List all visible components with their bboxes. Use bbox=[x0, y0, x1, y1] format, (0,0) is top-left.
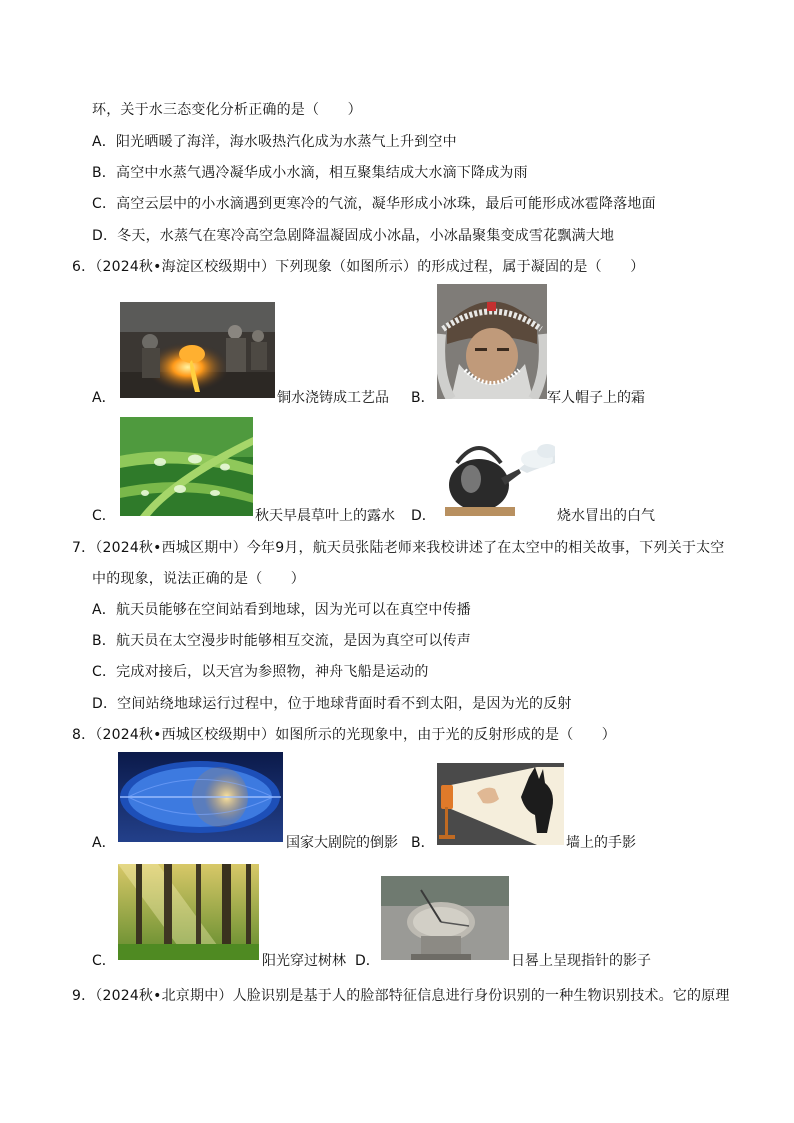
q8-image-d-sundial bbox=[381, 876, 509, 960]
q6-letter-a: A． bbox=[92, 390, 116, 406]
q6-caption-b: 军人帽子上的霜 bbox=[547, 390, 645, 406]
q6-caption-a: 铜水浇铸成工艺品 bbox=[277, 390, 389, 406]
q5-option-c: C．高空云层中的小水滴遇到更寒冷的气流，凝华形成小冰珠，最后可能形成冰雹降落地面 bbox=[92, 196, 656, 212]
q7-option-d: D．空间站绕地球运行过程中，位于地球背面时看不到太阳，是因为光的反射 bbox=[92, 696, 572, 712]
q5-option-b: B．高空中水蒸气遇冷凝华成小水滴，相互聚集结成大水滴下降成为雨 bbox=[92, 165, 528, 181]
q7-stem-line-2: 中的现象，说法正确的是（ ） bbox=[92, 571, 305, 587]
q7-stem-line-1: 7．（2024秋•西城区期中）今年9月，航天员张陆老师来我校讲述了在太空中的相关故事，下列关于太空 bbox=[72, 540, 725, 556]
q8-letter-c: C． bbox=[92, 953, 116, 969]
q8-caption-d: 日晷上呈现指针的影子 bbox=[511, 953, 651, 969]
q6-letter-d: D． bbox=[411, 508, 436, 524]
q6-stem: 6．（2024秋•海淀区校级期中）下列现象（如图所示）的形成过程，属于凝固的是（ ） bbox=[72, 259, 645, 275]
q8-image-c-sunlight-forest bbox=[118, 864, 259, 960]
q6-image-a-molten-copper bbox=[120, 302, 275, 398]
q7-option-c: C．完成对接后，以天宫为参照物，神舟飞船是运动的 bbox=[92, 664, 429, 680]
q8-letter-d: D． bbox=[355, 953, 380, 969]
q5-option-d: D．冬天，水蒸气在寒冷高空急剧降温凝固成小冰晶，小冰晶聚集变成雪花飘满大地 bbox=[92, 228, 615, 244]
q6-image-b-frosted-hat bbox=[437, 284, 547, 399]
q8-caption-b: 墙上的手影 bbox=[566, 835, 636, 851]
q7-option-a: A．航天员能够在空间站看到地球，因为光可以在真空中传播 bbox=[92, 602, 471, 618]
q6-caption-d: 烧水冒出的白气 bbox=[557, 508, 655, 524]
q8-caption-c: 阳光穿过树林 bbox=[262, 953, 346, 969]
q6-letter-c: C． bbox=[92, 508, 116, 524]
q6-caption-c: 秋天早晨草叶上的露水 bbox=[255, 508, 395, 524]
q5-option-a: A．阳光晒暖了海洋，海水吸热汽化成为水蒸气上升到空中 bbox=[92, 134, 457, 150]
q6-image-d-kettle-steam bbox=[437, 423, 555, 516]
q6-image-c-dew-on-grass bbox=[120, 417, 253, 516]
q7-option-b: B．航天员在太空漫步时能够相互交流，是因为真空可以传声 bbox=[92, 633, 472, 649]
q8-image-a-grand-theatre bbox=[118, 752, 283, 842]
q8-image-b-hand-shadow bbox=[437, 763, 564, 845]
q8-letter-a: A． bbox=[92, 835, 116, 851]
q5-stem-continuation: 环，关于水三态变化分析正确的是（ ） bbox=[92, 102, 362, 118]
q8-stem: 8．（2024秋•西城区校级期中）如图所示的光现象中，由于光的反射形成的是（ ） bbox=[72, 727, 616, 743]
q8-caption-a: 国家大剧院的倒影 bbox=[286, 835, 398, 851]
q8-letter-b: B． bbox=[411, 835, 435, 851]
q6-letter-b: B． bbox=[411, 390, 435, 406]
q9-stem: 9．（2024秋•北京期中）人脸识别是基于人的脸部特征信息进行身份识别的一种生物识别技术。它的原理 bbox=[72, 988, 730, 1004]
